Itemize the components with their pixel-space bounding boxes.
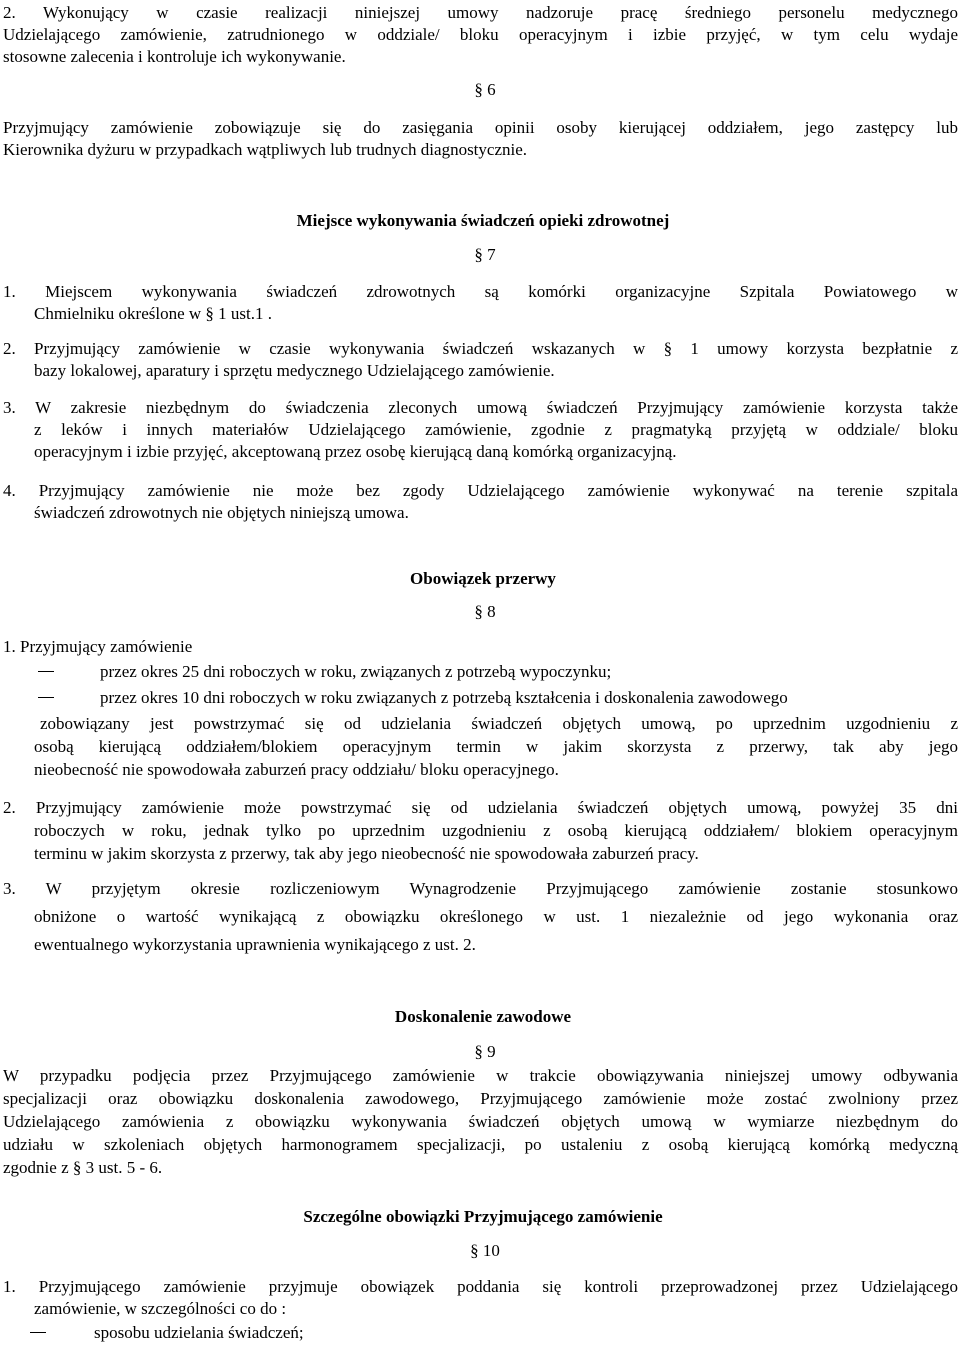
paragraph-line: Udzielającego zamówienia z obowiązku wykonywania świadczeń objętych umową w wymiarze niezbędnym do	[3, 1112, 958, 1131]
section-heading-8: Obowiązek przerwy	[410, 569, 556, 588]
paragraph-line: nieobecność nie spowodowała zaburzeń pracy oddziału/ bloku operacyjnego.	[34, 760, 559, 779]
paragraph-line: zamówienie, w szczególności co do :	[34, 1299, 287, 1318]
list-item: sposobu udzielania świadczeń;	[94, 1323, 304, 1342]
paragraph-line: operacyjnym i izbie przyjęć, akceptowaną przez osobę kierującą daną komórką organizacyjną.	[34, 442, 677, 461]
paragraph-line: obniżone o wartość wynikającą z obowiązku określonego w ust. 1 niezależnie od jego wykonania oraz	[34, 907, 958, 926]
paragraph-line: Chmielniku określone w § 1 ust.1 .	[34, 304, 272, 323]
paragraph-line: 4. Przyjmujący zamówienie nie może bez zgody Udzielającego zamówienie wykonywać na terenie szpitala	[3, 481, 958, 500]
paragraph-line: terminu w jakim skorzysta z przerwy, tak aby jego nieobecność nie spowodowała zaburzeń pracy.	[34, 844, 699, 863]
paragraph-line: roboczych w roku, jednak tylko po uprzednim uzgodnieniu z osobą kierującą oddziałem/ blokiem operacyjnym	[34, 821, 958, 840]
paragraph-line: 2. Przyjmujący zamówienie w czasie wykonywania świadczeń wskazanych w § 1 umowy korzysta bezpłatnie z	[3, 339, 958, 358]
paragraph-line: Przyjmujący zamówienie zobowiązuje się do zasięgania opinii osoby kierującej oddziałem, jego zastępcy lub	[3, 118, 958, 137]
dash-bullet	[38, 697, 54, 698]
paragraph-line: 3. W przyjętym okresie rozliczeniowym Wynagrodzenie Przyjmującego zamówienie zostanie stosunkowo	[3, 879, 958, 898]
section-mark-9: § 9	[474, 1042, 496, 1061]
list-item: przez okres 10 dni roboczych w roku związanych z potrzebą kształcenia i doskonalenia zawodowego	[100, 688, 788, 707]
paragraph-line: 2. Wykonujący w czasie realizacji niniejszej umowy nadzoruje pracę średniego personelu medycznego	[3, 3, 958, 22]
paragraph-line: Kierownika dyżuru w przypadkach wątpliwych lub trudnych diagnostycznie.	[3, 140, 528, 159]
paragraph-line: 1. Przyjmującego zamówienie przyjmuje obowiązek poddania się kontroli przeprowadzonej przez Udzielającego	[3, 1277, 958, 1296]
paragraph-line: udziału w szkoleniach objętych harmonogramem specjalizacji, po ustaleniu z osobą kierującą komórką medyczną	[3, 1135, 958, 1154]
section-mark-10: § 10	[470, 1241, 500, 1260]
section-mark-8: § 8	[474, 602, 496, 621]
dash-bullet	[30, 1332, 46, 1333]
list-item: przez okres 25 dni roboczych w roku, związanych z potrzebą wypoczynku;	[100, 662, 612, 681]
section-mark-7: § 7	[474, 245, 496, 264]
paragraph-line: stosowne zalecenia i kontroluje ich wykonywanie.	[3, 47, 346, 66]
section-heading-7: Miejsce wykonywania świadczeń opieki zdrowotnej	[296, 211, 670, 230]
paragraph-line: 2. Przyjmujący zamówienie może powstrzymać się od udzielania świadczeń objętych umową, powyżej 35 dni	[3, 798, 958, 817]
paragraph-line: W przypadku podjęcia przez Przyjmującego zamówienie w trakcie obowiązywania niniejszej umowy odbywania	[3, 1066, 958, 1085]
paragraph-line: Udzielającego zamówienie, zatrudnionego w oddziale/ bloku operacyjnym i izbie przyjęć, w tym celu wydaje	[3, 25, 958, 44]
paragraph-line: ewentualnego wykorzystania uprawnienia wynikającego z ust. 2.	[34, 935, 476, 954]
paragraph-line: 1. Miejscem wykonywania świadczeń zdrowotnych są komórki organizacyjne Szpitala Powiatowego w	[3, 282, 958, 301]
paragraph-line: specjalizacji oraz obowiązku doskonalenia zawodowego, Przyjmującego zamówienie może zostać zwolniony przez	[3, 1089, 958, 1108]
section-heading-9: Doskonalenie zawodowe	[394, 1007, 572, 1026]
paragraph-line: z leków i innych materiałów Udzielającego zamówienie, zgodnie z pragmatyką przyjętą w oddziale/ bloku	[34, 420, 958, 439]
paragraph-line: zgodnie z § 3 ust. 5 - 6.	[3, 1158, 163, 1177]
dash-bullet	[38, 671, 54, 672]
paragraph-line: bazy lokalowej, aparatury i sprzętu medycznego Udzielającego zamówienie.	[34, 361, 555, 380]
paragraph-line: osobą kierującą oddziałem/blokiem operacyjnym termin w jakim skorzysta z przerwy, tak aby jego	[34, 737, 958, 756]
section-heading-10: Szczególne obowiązki Przyjmującego zamówienie	[303, 1207, 663, 1226]
paragraph-line: 1. Przyjmujący zamówienie	[3, 637, 193, 656]
paragraph-line: świadczeń zdrowotnych nie objętych niniejszą umowa.	[34, 503, 409, 522]
paragraph-line: zobowiązany jest powstrzymać się od udzielania świadczeń objętych umową, po uprzednim uzgodnieniu z	[40, 714, 958, 733]
paragraph-line: 3. W zakresie niezbędnym do świadczenia zleconych umową świadczeń Przyjmujący zamówienie korzysta także	[3, 398, 958, 417]
section-mark-6: § 6	[474, 80, 496, 99]
